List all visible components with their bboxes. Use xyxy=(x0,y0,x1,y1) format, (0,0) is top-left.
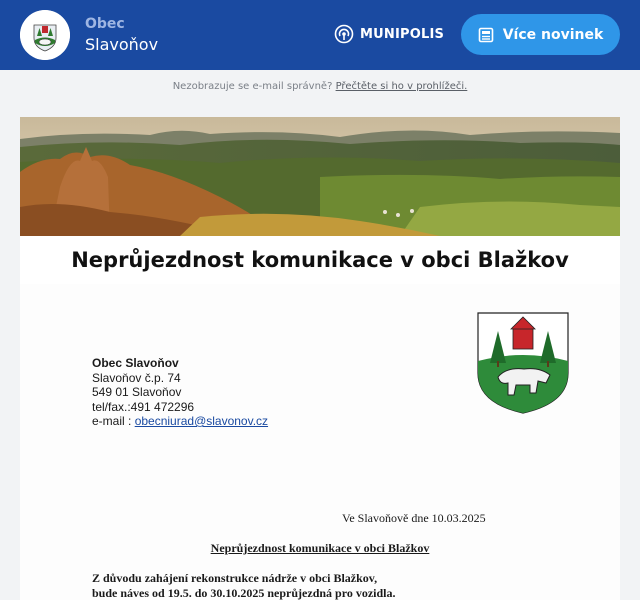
article-card xyxy=(20,117,620,600)
email-row xyxy=(92,414,268,429)
address-line-1: Slavoňov č.p. 74 xyxy=(92,370,181,385)
place-and-date: Ve Slavoňově dne 10.03.2025 xyxy=(342,511,486,525)
munipolis-brand[interactable] xyxy=(334,24,444,44)
address-line-2: 549 01 Slavoňov xyxy=(92,385,182,399)
email-link[interactable]: obecniurad@slavonov.cz xyxy=(134,414,269,428)
more-news-label: Více novinek xyxy=(502,26,604,43)
newspaper-icon xyxy=(478,27,494,43)
body-line-1: Z důvodu zahájení rekonstrukce nádrže v obci Blažkov, xyxy=(92,571,378,585)
munipolis-label: MUNIPOLIS xyxy=(360,26,445,42)
document-heading: Neprůjezdnost komunikace v obci Blažkov xyxy=(210,541,430,555)
landscape-banner-image xyxy=(20,117,620,236)
view-in-browser-link[interactable]: Přečtěte si ho v prohlížeči. xyxy=(335,81,468,92)
municipality-logo[interactable] xyxy=(20,10,70,60)
more-news-button[interactable] xyxy=(461,14,620,55)
body-line-2: bude náves od 19.5. do 30.10.2025 neprůjezdná pro vozidla. xyxy=(92,585,396,600)
phone-fax: tel/fax.:491 472296 xyxy=(92,399,195,414)
brand-label-name: Slavoňov xyxy=(85,35,159,54)
email-label: e-mail : xyxy=(92,414,135,428)
coat-of-arms-icon xyxy=(20,10,70,60)
browser-view-notice xyxy=(0,81,640,92)
notice-text: Nezobrazuje se e-mail správně? xyxy=(172,81,333,92)
article-title: Neprůjezdnost komunikace v obci Blažkov xyxy=(71,248,569,272)
scanned-document xyxy=(20,284,620,600)
broadcast-icon xyxy=(334,24,354,44)
header-bar xyxy=(0,0,640,70)
municipal-crest-icon xyxy=(476,311,570,415)
sender-name: Obec Slavoňov xyxy=(92,356,179,370)
brand-label-small: Obec xyxy=(85,16,125,32)
sender-address-block xyxy=(92,356,268,429)
document-body xyxy=(92,571,396,600)
